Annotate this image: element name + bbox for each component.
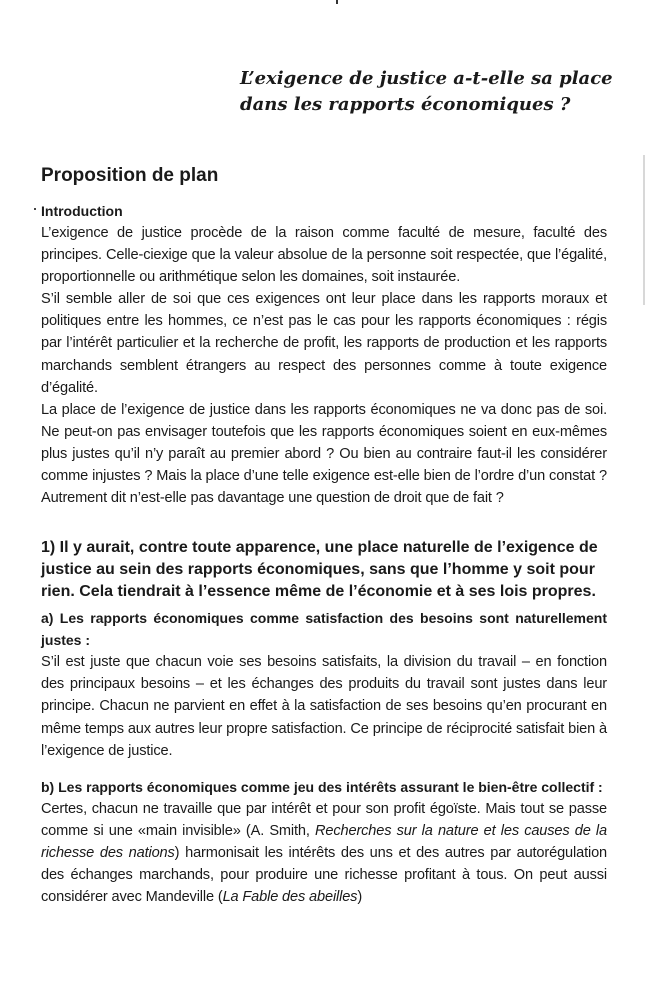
introduction-paragraph-2: S’il semble aller de soi que ces exigences ont leur place dans les rapports moraux et politiques entre les hommes, ce n’est pas le cas pour les rapports économiques : régis par l’intérêt particulier et la recherche de profit, les rapports de production et les rapports marchands semblent étrangers au respect des personnes comme à toute exigence d’égalité. (41, 291, 607, 396)
part-1b-text-1: Certes, chacun ne travaille que par intérêt et pour son profit égoïste. Mais tout se passe comme si une «main invisible» (A. Smith, (41, 800, 607, 839)
introduction-heading: Introduction (41, 203, 123, 219)
work-title-smith: Recherches sur la nature et les causes de la richesse des nations (41, 822, 607, 861)
part-1b-title: b) Les rapports économiques comme jeu des intérêts assurant le bien-être collectif : (41, 778, 603, 795)
part-1b-text-2: ) harmonisait les intérêts des uns et des autres par autorégulation des échanges marchands, pour produire une richesse profitant à tous. On peut aussi considérer avec Mandeville ( (41, 844, 608, 906)
essay-subject (240, 66, 620, 118)
plan-title: Proposition de plan (41, 165, 219, 186)
part-1a-text: S’il est juste que chacun voie ses besoins satisfaits, la division du travail – en fonction des principaux besoins – et les échanges des produits du travail sont justes dans leur principe. Chacun ne parvient en effet à la satisfaction de ses besoins qu’en procurant en même temps aux autres leur propre satisfaction. Ce principe de réciprocité satisfait bien à l’exigence de justice. (41, 654, 607, 759)
part-1b-text (41, 798, 607, 908)
subject-line-2: dans les rapports économiques ? (240, 94, 571, 115)
essay-content (41, 164, 607, 908)
scan-mark (336, 0, 338, 4)
introduction-paragraph-1: L’exigence de justice procède de la raison comme faculté de mesure, faculté des principes. Celle-ciexige que la valeur absolue de la personne soit respectée, que l’égalité, proportionnelle ou arithmétique selon les domaines, soit instaurée. (41, 225, 607, 286)
scan-speck (34, 208, 36, 210)
work-title-mandeville: La Fable des abeilles (222, 889, 358, 906)
part-1a-title: a) Les rapports économiques comme satisfaction des besoins sont naturellement justes : (41, 610, 607, 649)
introduction-paragraph-3: La place de l’exigence de justice dans les rapports économiques ne va donc pas de soi. Ne peut-on pas envisager toutefois que les rapports économiques soient en eux-mêmes plus justes qu’il n’y paraît au premier abord ? Ou bien au contraire faut-il les considérer comme injustes ? Mais la place d’une telle exigence est-elle bien de l’ordre d’un constat ? Autrement dit n’est-elle pas davantage une question de droit que de fait ? (41, 401, 607, 507)
part-1b-text-3: ) (357, 889, 363, 906)
part-1-title: 1) Il y aurait, contre toute apparence, une place naturelle de l’exigence de justice au sein des rapports économiques, sans que l’homme y soit pour rien. Cela tiendrait à l’essence même de l’économie et à ses lois propres. (41, 539, 598, 601)
subject-line-1: L’exigence de justice a-t-elle sa place (240, 68, 613, 89)
